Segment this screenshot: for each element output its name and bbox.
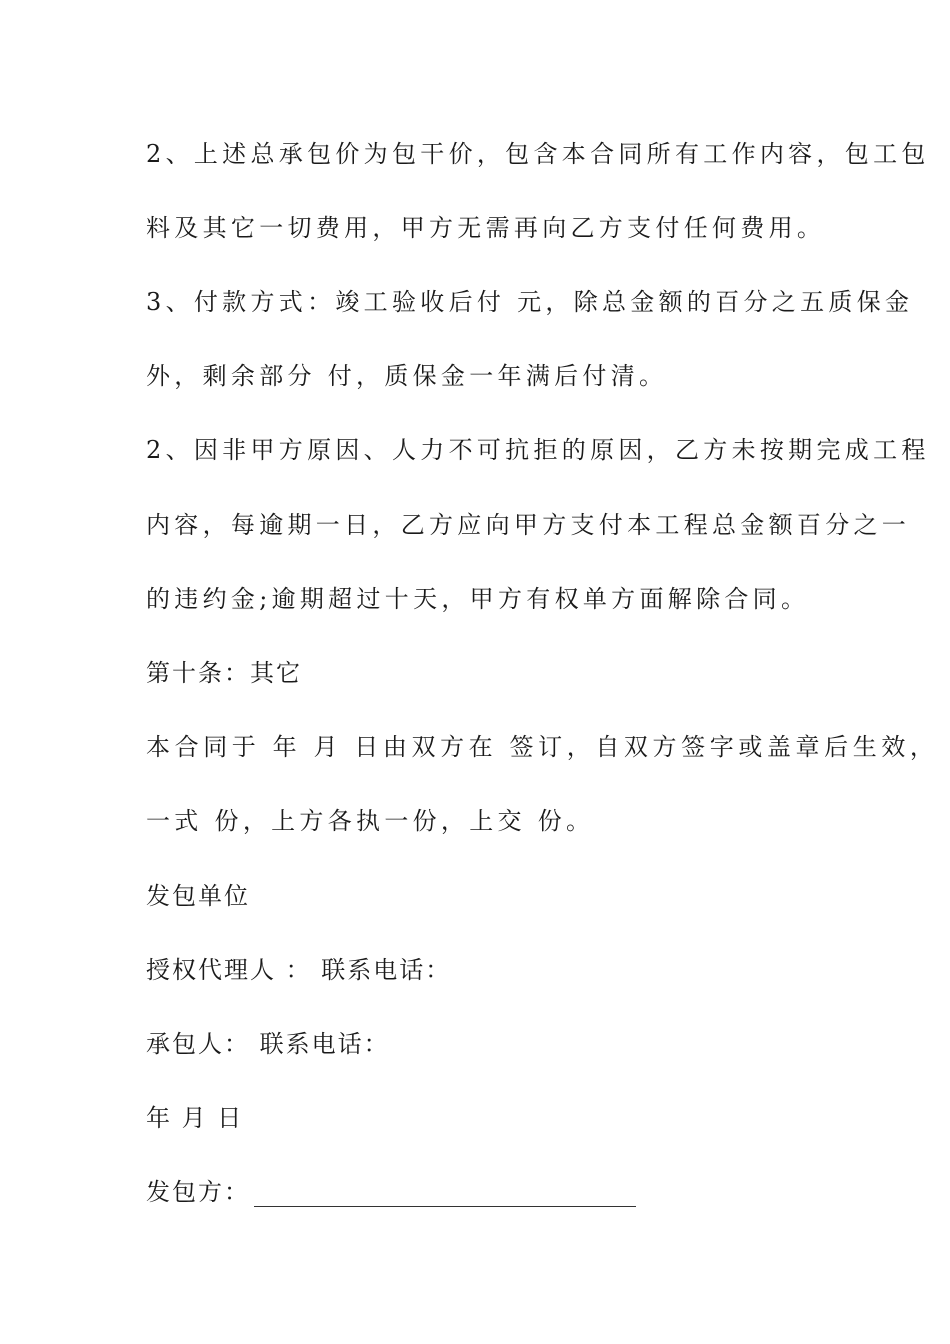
clause-3-payment-line-1: 3、付款方式：竣工验收后付 元，除总金额的百分之五质保金 <box>146 288 914 316</box>
clause-2-price-line-1: 2、上述总承包价为包干价，包含本合同所有工作内容，包工包 <box>146 140 930 168</box>
date-line: 年 月 日 <box>146 1104 244 1132</box>
contract-signing-line-1: 本合同于 年 月 日由双方在 签订，自双方签字或盖章后生效， <box>146 733 939 761</box>
contractor-line: 承包人： 联系电话： <box>146 1030 390 1058</box>
contract-signing-line-2: 一式 份，上方各执一份，上交 份。 <box>146 807 595 835</box>
clause-2-price-line-2: 料及其它一切费用，甲方无需再向乙方支付任何费用。 <box>146 214 826 242</box>
signature-blank <box>254 1178 636 1207</box>
clause-3-payment-line-2: 外，剩余部分 付，质保金一年满后付清。 <box>146 362 668 390</box>
employer-unit-label: 发包单位 <box>146 882 250 910</box>
clause-2-delay-line-3: 的违约金;逾期超过十天，甲方有权单方面解除合同。 <box>146 585 810 613</box>
article-10-heading: 第十条：其它 <box>146 659 302 687</box>
employer-signature-line <box>146 1177 636 1207</box>
employer-signature-label: 发包方： <box>146 1178 250 1206</box>
clause-2-delay-line-1: 2、因非甲方原因、人力不可抗拒的原因，乙方未按期完成工程 <box>146 436 930 464</box>
clause-2-delay-line-2: 内容，每逾期一日，乙方应向甲方支付本工程总金额百分之一 <box>146 511 911 539</box>
authorized-agent-line: 授权代理人 ： 联系电话： <box>146 956 452 984</box>
